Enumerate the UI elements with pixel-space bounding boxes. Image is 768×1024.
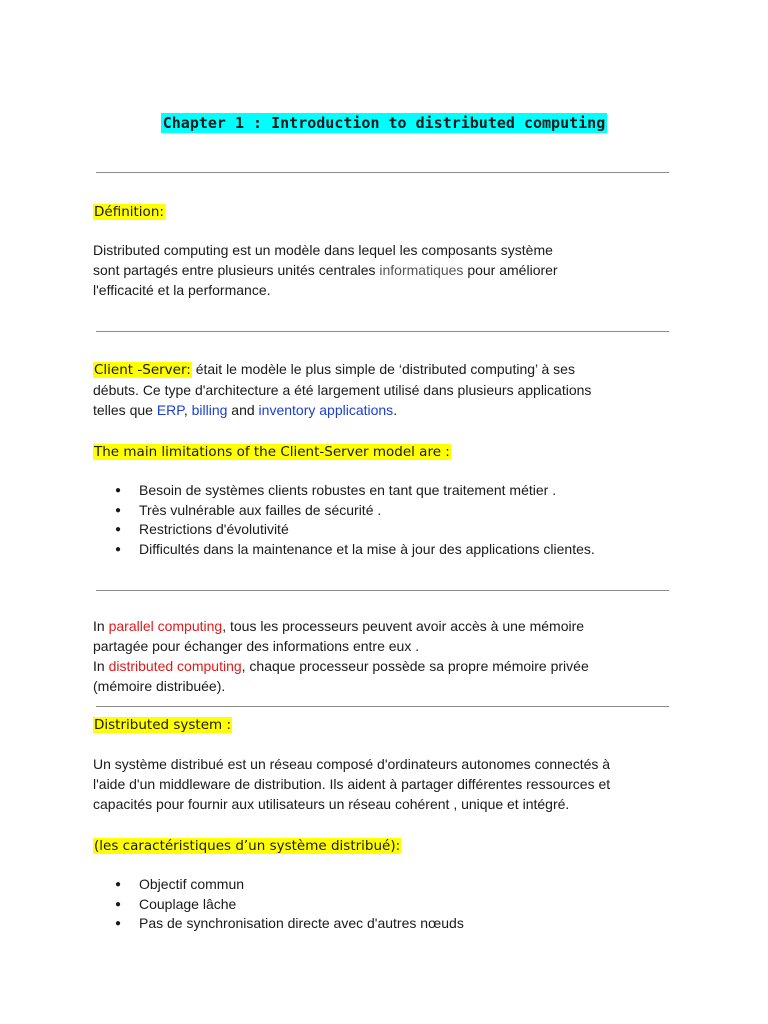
parallel-line: In distributed computing, chaque processeur possède sa propre mémoire privée: [93, 658, 589, 674]
divider: [96, 590, 669, 591]
divider: [96, 172, 669, 173]
list-item: ● Difficultés dans la maintenance et la mise à jour des applications clientes.: [115, 540, 595, 560]
list-item: ● Besoin de systèmes clients robustes en tant que traitement métier .: [115, 481, 595, 501]
limitations-heading: [93, 441, 683, 462]
page-title: [0, 114, 768, 132]
definition-label: Définition:: [94, 204, 164, 220]
erp-link: ERP: [156, 402, 184, 418]
list-item: ● Pas de synchronisation directe avec d'autres nœuds: [115, 914, 464, 934]
billing-link: billing: [191, 402, 228, 418]
list-item: ● Très vulnérable aux failles de sécurité .: [115, 501, 595, 521]
distributed-line: Un système distribué est un réseau composé d'ordinateurs autonomes connectés à: [93, 756, 611, 772]
inventory-link: inventory applications: [258, 402, 394, 418]
limitations-list: [115, 481, 595, 559]
divider: [96, 331, 669, 332]
definition-line: l'efficacité et la performance.: [93, 282, 271, 298]
list-item: ● Restrictions d'évolutivité: [115, 520, 595, 540]
chapter-title: Chapter 1 : Introduction to distributed computing: [162, 114, 606, 132]
client-server-line: Client -Server: était le modèle le plus simple de ‘distributed computing’ à ses: [94, 361, 575, 378]
parallel-line: partagée pour échanger des informations entre eux .: [93, 638, 420, 654]
distributed-system-label: Distributed system :: [94, 717, 232, 733]
parallel-text: [93, 616, 683, 696]
parallel-term: parallel computing: [108, 618, 223, 634]
client-server-line: telles que ERP, billing and inventory applications.: [93, 402, 398, 418]
distributed-term: distributed computing: [108, 658, 242, 674]
definition-section: [93, 201, 683, 222]
list-item: ● Couplage lâche: [115, 895, 464, 915]
divider: [96, 706, 669, 707]
distributed-system-heading: [93, 714, 683, 735]
distributed-system-text: [93, 754, 683, 814]
characteristics-list: [115, 875, 464, 934]
parallel-line: (mémoire distribuée).: [93, 678, 226, 694]
characteristics-heading: [93, 835, 683, 856]
definition-text: [93, 240, 683, 300]
parallel-line: In parallel computing, tous les processeurs peuvent avoir accès à une mémoire: [93, 618, 585, 634]
list-item: ● Objectif commun: [115, 875, 464, 895]
definition-line: Distributed computing est un modèle dans lequel les composants système: [93, 242, 553, 258]
characteristics-label: (les caractéristiques d’un système distribué):: [94, 838, 401, 854]
limitations-label: The main limitations of the Client-Server model are :: [94, 444, 450, 460]
client-server-label: Client -Server:: [94, 362, 191, 378]
client-server-line: débuts. Ce type d'architecture a été largement utilisé dans plusieurs applications: [93, 382, 592, 398]
client-server-text: [93, 359, 683, 420]
definition-line: sont partagés entre plusieurs unités centrales informatiques pour améliorer: [93, 262, 558, 278]
distributed-line: l'aide d'un middleware de distribution. Ils aident à partager différentes ressources et: [93, 776, 611, 792]
distributed-line: capacités pour fournir aux utilisateurs un réseau cohérent , unique et intégré.: [93, 796, 570, 812]
